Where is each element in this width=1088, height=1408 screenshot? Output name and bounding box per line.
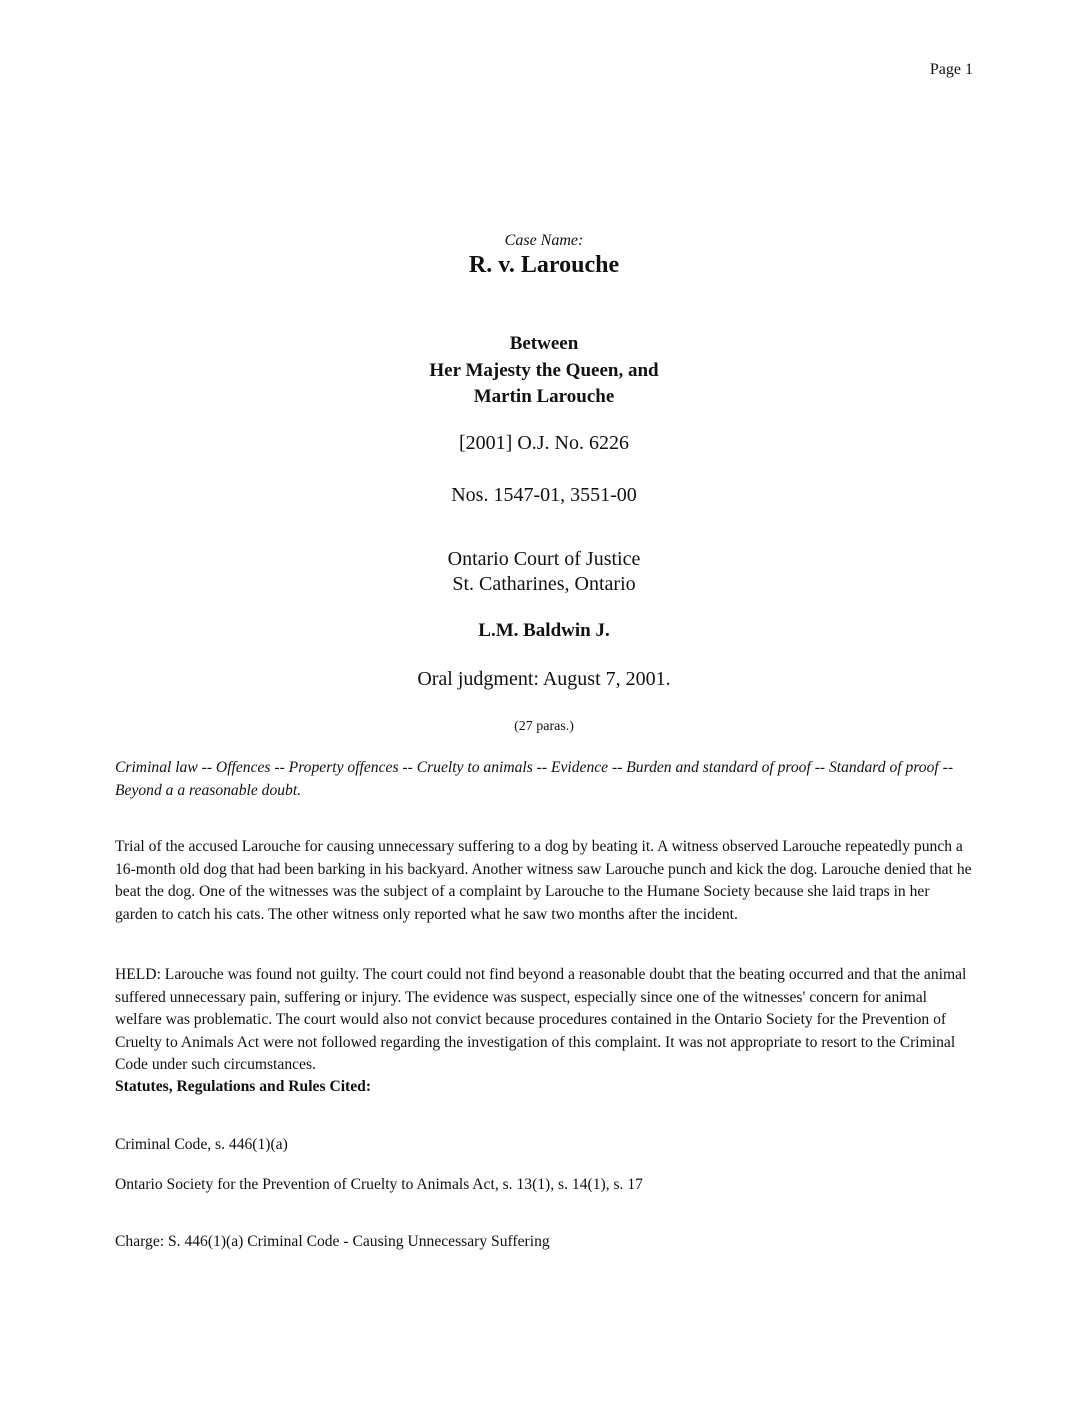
case-title: R. v. Larouche (468, 252, 620, 278)
held-paragraph: HELD: Larouche was found not guilty. The court could not find beyond a reasonable doubt that the beating occurred and that the animal suffered unnecessary pain, suffering or injury. The evidence was suspect, especially since one of the witnesses' concern for animal welfare was problematic. The court would also not convict because procedures contained in the Ontario Society for the Prevention of Cruelty to Animals Act were not followed regarding the investigation of this complaint. It was not appropriate to resort to the Criminal Code under such circumstances. (115, 966, 967, 1073)
summary-paragraph: Trial of the accused Larouche for causing unnecessary suffering to a dog by beating it. A witness observed Larouche repeatedly punch a 16-month old dog that had been barking in his backyard. Another witness saw Larouche punch and kick the dog. Larouche denied that he beat the dog. One of the witnesses was the subject of a complaint by Larouche to the Humane Society because she laid traps in her garden to catch his cats. The other witness only reported what he saw two months after the incident. (115, 838, 972, 923)
judgment-date: Oral judgment: August 7, 2001. (417, 668, 671, 690)
page-number: Page 1 (929, 61, 973, 78)
docket-numbers: Nos. 1547-01, 3551-00 (451, 484, 637, 506)
statutes-heading: Statutes, Regulations and Rules Cited: (115, 1078, 372, 1095)
citation: [2001] O.J. No. 6226 (459, 432, 629, 454)
case-name-label: Case Name: (504, 232, 584, 249)
party-crown: Her Majesty the Queen, and (429, 359, 659, 381)
parties-between: Between (509, 333, 579, 354)
court-name: Ontario Court of Justice (447, 548, 641, 570)
statute-item: Criminal Code, s. 446(1)(a) (115, 1136, 288, 1153)
party-accused: Martin Larouche (473, 386, 615, 407)
court-block (0, 547, 1088, 597)
keywords-paragraph: Criminal law -- Offences -- Property offences -- Cruelty to animals -- Evidence -- Burden and standard of proof -- Standard of proof -- Beyond a a reasonable doubt. (115, 759, 954, 799)
charge-line: Charge: S. 446(1)(a) Criminal Code - Causing Unnecessary Suffering (115, 1233, 550, 1250)
paragraph-count: (27 paras.) (514, 719, 574, 734)
parties-block (0, 331, 1088, 411)
statute-item: Ontario Society for the Prevention of Cruelty to Animals Act, s. 13(1), s. 14(1), s. 17 (115, 1176, 643, 1193)
court-location: St. Catharines, Ontario (452, 573, 636, 595)
judge-name: L.M. Baldwin J. (478, 620, 610, 641)
